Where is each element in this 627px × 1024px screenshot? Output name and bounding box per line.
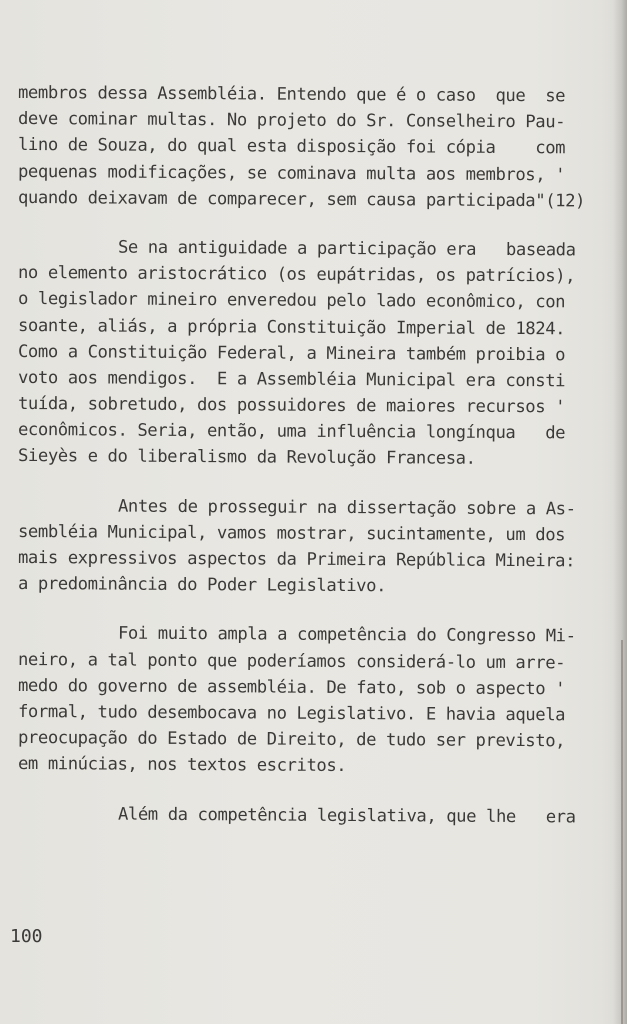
text-line: Antes de prosseguir na dissertação sobre a As- [117, 496, 576, 520]
text-line: deve cominar multas. No projeto do Sr. Conselheiro Pau- [17, 109, 566, 133]
binding-edge-line [621, 640, 623, 1024]
text-line: Além da competência legislativa, que lhe era [117, 804, 576, 827]
text-line: sembléia Municipal, vamos mostrar, sucintamente, um dos [17, 521, 566, 546]
text-line: quando deixavam de comparecer, sem causa participada"(12) [17, 187, 586, 212]
text-line: tuída, sobretudo, dos possuidores de maiores recursos ' [17, 394, 566, 418]
text-line: no elemento aristocrático (os eupátridas, os patrícios), [17, 263, 576, 287]
text-line: membros dessa Assembléia. Entendo que é o caso que se [17, 83, 566, 107]
text-line: pequenas modificações, se cominava multa aos membros, ' [17, 161, 566, 185]
text-line: lino de Souza, do qual esta disposição foi cópia com [17, 135, 566, 159]
text-line: soante, aliás, a própria Constituição Imperial de 1824. [17, 315, 566, 339]
text-line: voto aos mendigos. E a Assembléia Municipal era consti [17, 367, 566, 392]
paragraph-4 [18, 620, 598, 777]
paragraph-1 [18, 80, 598, 211]
text-line: a predominância do Poder Legislativo. [17, 574, 387, 597]
text-line: Foi muito ampla a competência do Congresso Mi- [117, 623, 576, 647]
text-line: Se na antiguidade a participação era baseada [117, 237, 576, 261]
text-line: formal, tudo desembocava no Legislativo. E havia aquela [17, 701, 566, 726]
text-line: Como a Constituição Federal, a Mineira também proibia o [17, 341, 566, 366]
body-text [18, 80, 598, 827]
paragraph-5 [18, 801, 598, 827]
text-line: econômicos. Seria, então, uma influência longínqua de [17, 420, 566, 444]
page-number: 100 [10, 926, 43, 947]
text-line: preocupação do Estado de Direito, de tudo ser previsto, [17, 728, 566, 752]
paragraph-2 [18, 234, 598, 470]
text-line: neiro, a tal ponto que poderíamos considerá-lo um arre- [17, 649, 566, 673]
text-line: em minúcias, nos textos escritos. [17, 754, 347, 777]
page-edge-shadow [613, 0, 627, 1024]
text-line: o legislador mineiro enveredou pelo lado econômico, con [17, 289, 566, 313]
text-line: mais expressivos aspectos da Primeira República Mineira: [17, 548, 576, 572]
text-line: Sieyès e do liberalismo da Revolução Francesa. [17, 446, 476, 470]
text-line: medo do governo de assembléia. De fato, sob o aspecto ' [17, 675, 566, 700]
paragraph-3 [18, 493, 598, 598]
